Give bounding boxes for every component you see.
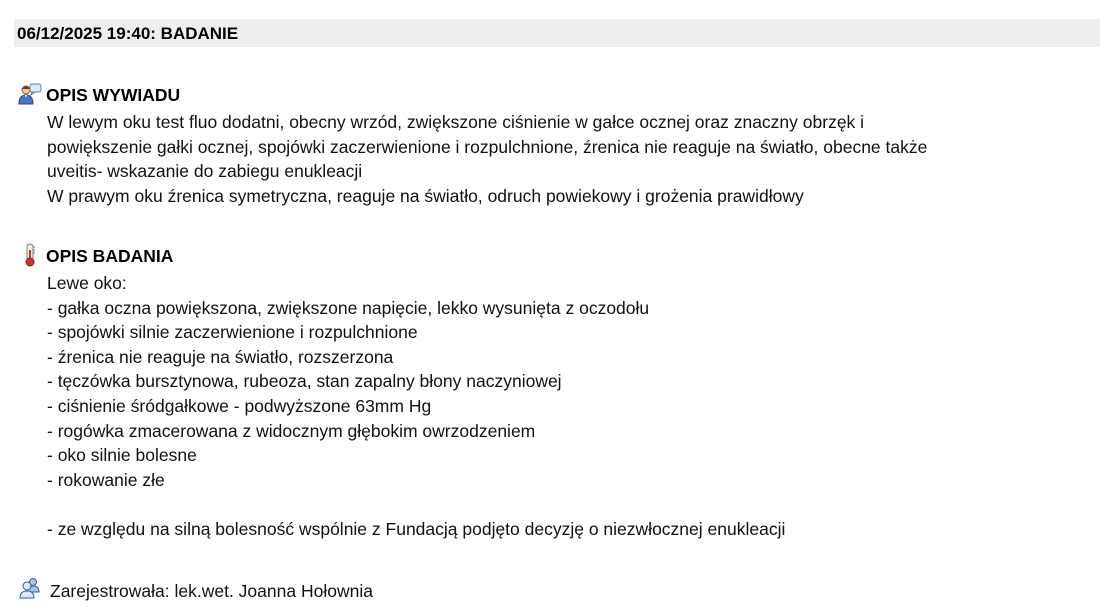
users-icon (18, 576, 42, 600)
examination-title: OPIS BADANIA (46, 246, 174, 266)
interview-section (18, 82, 927, 208)
text-line: - oko silnie bolesne (47, 445, 197, 466)
record-header (14, 19, 1100, 47)
interview-text (47, 110, 927, 208)
interview-title: OPIS WYWIADU (46, 85, 181, 105)
text-line: - tęczówka bursztynowa, rubeoza, stan zapalny błony naczyniowej (47, 371, 562, 392)
blank-line (47, 492, 785, 517)
text-line: - źrenica nie reaguje na światło, rozszerzona (47, 346, 394, 367)
person-speech-bubble-icon (18, 82, 42, 106)
text-line: - ciśnienie śródgałkowe - podwyższone 63mm Hg (47, 395, 432, 416)
record-title: 06/12/2025 19:40: BADANIE (17, 24, 239, 43)
text-line: powiększenie gałki ocznej, spojówki zaczerwienione i rozpulchnione, źrenica nie reaguje na światło, obecne także (47, 136, 928, 157)
text-line: - rogówka zmacerowana z widocznym głębokim owrzodzeniem (47, 420, 536, 441)
examination-section (18, 243, 785, 542)
text-line: Lewe oko: (47, 273, 127, 293)
text-line: - ze względu na silną bolesność wspólnie z Fundacją podjęto decyzję o niezwłocznej enukleacji (47, 518, 786, 539)
registered-by-text: Zarejestrowała: lek.wet. Joanna Hołownia (50, 581, 373, 601)
text-line: W prawym oku źrenica symetryczna, reaguje na światło, odruch powiekowy i grożenia prawidłowy (47, 185, 804, 206)
text-line: - spojówki silnie zaczerwienione i rozpulchnione (47, 322, 418, 343)
text-line: - gałka oczna powiększona, zwiększone napięcie, lekko wysunięta z oczodołu (47, 297, 650, 318)
thermometer-icon (18, 243, 42, 267)
interview-header (18, 82, 927, 108)
examination-header (18, 243, 785, 269)
text-line: W lewym oku test fluo dodatni, obecny wrzód, zwiększone ciśnienie w gałce ocznej oraz znaczny obrzęk i (47, 112, 865, 132)
text-line: - rokowanie złe (47, 469, 165, 490)
text-line: uveitis- wskazanie do zabiegu enukleacji (47, 161, 363, 182)
examination-text (47, 271, 785, 542)
